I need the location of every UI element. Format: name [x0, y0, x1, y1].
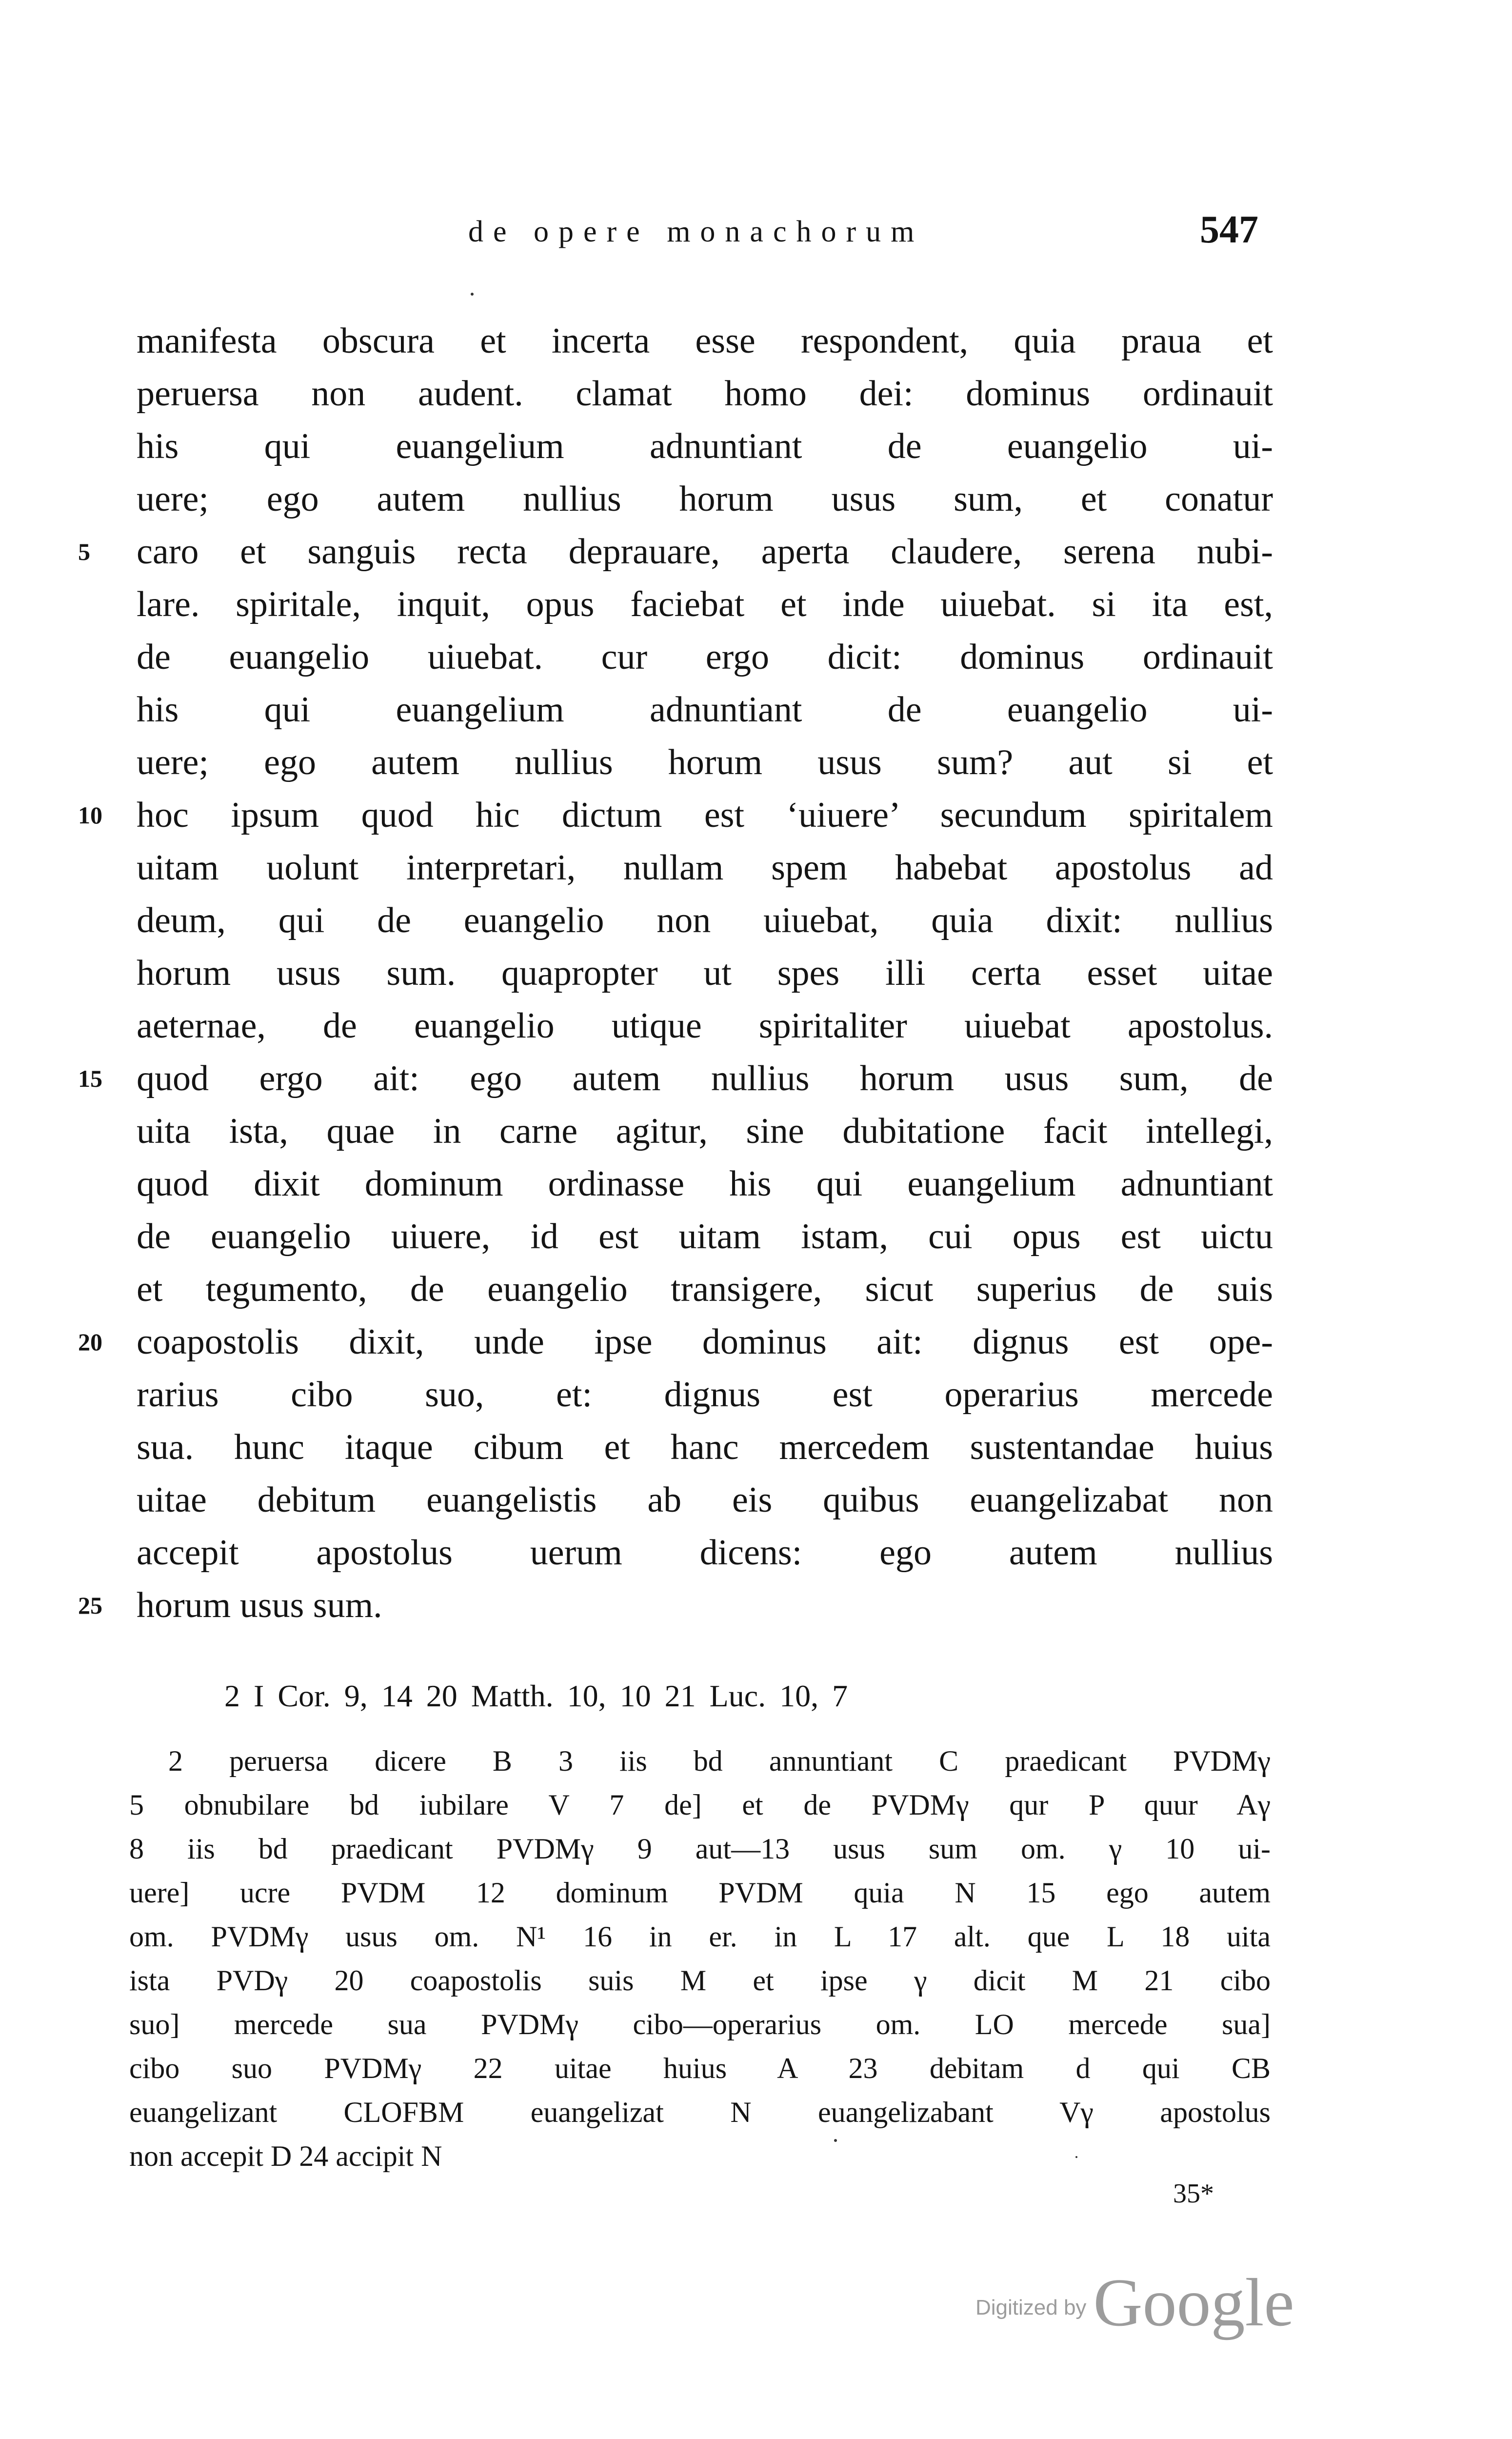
- text-line: [137, 1474, 1273, 1526]
- apparatus-line: 2 peruersa dicere B 3 iis bd annuntiant C praedicant PVDMγ: [168, 1745, 1271, 1777]
- text-line: [78, 1579, 1273, 1632]
- main-text: [78, 315, 1273, 1632]
- text-line: [78, 1052, 1273, 1105]
- line-text: coapostolis dixit, unde ipse dominus ait: dignus est ope-: [137, 1322, 1273, 1362]
- line-text: uitae debitum euangelistis ab eis quibus euangelizabat non: [137, 1480, 1273, 1520]
- apparatus-line: cibo suo PVDMγ 22 uitae huius A 23 debitam d qui CB: [129, 2052, 1271, 2084]
- line-number: 15: [78, 1065, 102, 1092]
- text-line: [137, 473, 1273, 525]
- apparatus-line: non accepit D 24 accipit N: [129, 2140, 442, 2172]
- line-text: his qui euangelium adnuntiant de euangelio ui-: [137, 690, 1273, 730]
- line-text: et tegumento, de euangelio transigere, sicut superius de suis: [137, 1269, 1273, 1309]
- text-line: [137, 1000, 1273, 1052]
- text-line: [137, 631, 1273, 683]
- text-line: [137, 947, 1273, 1000]
- running-title: de opere monachorum: [468, 215, 924, 248]
- text-line: [137, 1421, 1273, 1474]
- line-text: manifesta obscura et incerta esse respondent, quia praua et: [137, 321, 1273, 361]
- watermark-prefix: Digitized by: [975, 2296, 1087, 2319]
- line-text: rarius cibo suo, et: dignus est operarius mercede: [137, 1375, 1273, 1415]
- line-text: aeternae, de euangelio utique spiritaliter uiuebat apostolus.: [137, 1006, 1273, 1046]
- scripture-references: 2 I Cor. 9, 14 20 Matth. 10, 10 21 Luc. 10, 7: [224, 1679, 848, 1713]
- line-number: 5: [78, 538, 90, 565]
- apparatus-line: 5 obnubilare bd iubilare V 7 de] et de PVDMγ qur P quur Aγ: [129, 1789, 1271, 1821]
- text-line: [137, 420, 1273, 473]
- print-speck: [471, 293, 474, 296]
- text-line: [137, 683, 1273, 736]
- line-text: his qui euangelium adnuntiant de euangelio ui-: [137, 426, 1273, 466]
- text-line: [137, 1158, 1273, 1210]
- text-line: [137, 1368, 1273, 1421]
- text-line: [137, 1526, 1273, 1579]
- line-text: uere; ego autem nullius horum usus sum, et conatur: [137, 479, 1273, 519]
- digitized-by-google-watermark: [975, 2263, 1294, 2342]
- apparatus-line: euangelizant CLOFBM euangelizat N euangelizabant Vγ apostolus: [129, 2096, 1271, 2128]
- line-text: quod ergo ait: ego autem nullius horum usus sum, de: [137, 1059, 1273, 1099]
- text-line: [78, 1316, 1273, 1368]
- watermark-brand: Google: [1093, 2265, 1294, 2340]
- text-line: [137, 736, 1273, 789]
- text-line: [137, 315, 1273, 367]
- apparatus-line: 8 iis bd praedicant PVDMγ 9 aut—13 usus sum om. γ 10 ui-: [129, 1833, 1271, 1865]
- text-line: [137, 1210, 1273, 1263]
- line-number: 25: [78, 1592, 102, 1619]
- line-text: uere; ego autem nullius horum usus sum? aut si et: [137, 742, 1273, 782]
- apparatus-line: uere] ucre PVDM 12 dominum PVDM quia N 15 ego autem: [129, 1877, 1271, 1909]
- text-line: [137, 1263, 1273, 1316]
- text-line: [78, 789, 1273, 841]
- text-line: [137, 367, 1273, 420]
- line-text: peruersa non audent. clamat homo dei: dominus ordinauit: [137, 374, 1273, 414]
- line-text: quod dixit dominum ordinasse his qui euangelium adnuntiant: [137, 1164, 1273, 1204]
- text-line: [137, 894, 1273, 947]
- text-line: [137, 841, 1273, 894]
- line-text: horum usus sum. quapropter ut spes illi certa esset uitae: [137, 953, 1273, 993]
- line-text: horum usus sum.: [137, 1585, 382, 1625]
- critical-apparatus: [129, 1739, 1271, 2178]
- line-text: hoc ipsum quod hic dictum est ‘uiuere’ secundum spiritalem: [137, 795, 1273, 835]
- line-text: deum, qui de euangelio non uiuebat, quia dixit: nullius: [137, 900, 1273, 940]
- line-text: caro et sanguis recta deprauare, aperta claudere, serena nubi-: [137, 532, 1273, 572]
- apparatus-line: suo] mercede sua PVDMγ cibo—operarius om. LO mercede sua]: [129, 2008, 1271, 2040]
- text-line: [137, 1105, 1273, 1158]
- line-text: de euangelio uiuere, id est uitam istam, cui opus est uictu: [137, 1217, 1273, 1257]
- apparatus-line: om. PVDMγ usus om. N¹ 16 in er. in L 17 alt. que L 18 uita: [129, 1920, 1271, 1953]
- apparatus-line: ista PVDγ 20 coapostolis suis M et ipse γ dicit M 21 cibo: [129, 1964, 1271, 1997]
- line-text: de euangelio uiuebat. cur ergo dicit: dominus ordinauit: [137, 637, 1273, 677]
- line-text: uitam uolunt interpretari, nullam spem habebat apostolus ad: [137, 848, 1273, 888]
- line-number: 10: [78, 801, 102, 829]
- text-line: [78, 525, 1273, 578]
- line-text: uita ista, quae in carne agitur, sine dubitatione facit intellegi,: [137, 1111, 1273, 1151]
- line-text: accepit apostolus uerum dicens: ego autem nullius: [137, 1533, 1273, 1573]
- text-line: [137, 578, 1273, 631]
- line-text: lare. spiritale, inquit, opus faciebat et inde uiuebat. si ita est,: [137, 584, 1273, 624]
- signature-mark: 35*: [1173, 2179, 1214, 2209]
- line-number: 20: [78, 1328, 102, 1356]
- line-text: sua. hunc itaque cibum et hanc mercedem sustentandae huius: [137, 1427, 1273, 1467]
- page-number: 547: [1200, 208, 1258, 251]
